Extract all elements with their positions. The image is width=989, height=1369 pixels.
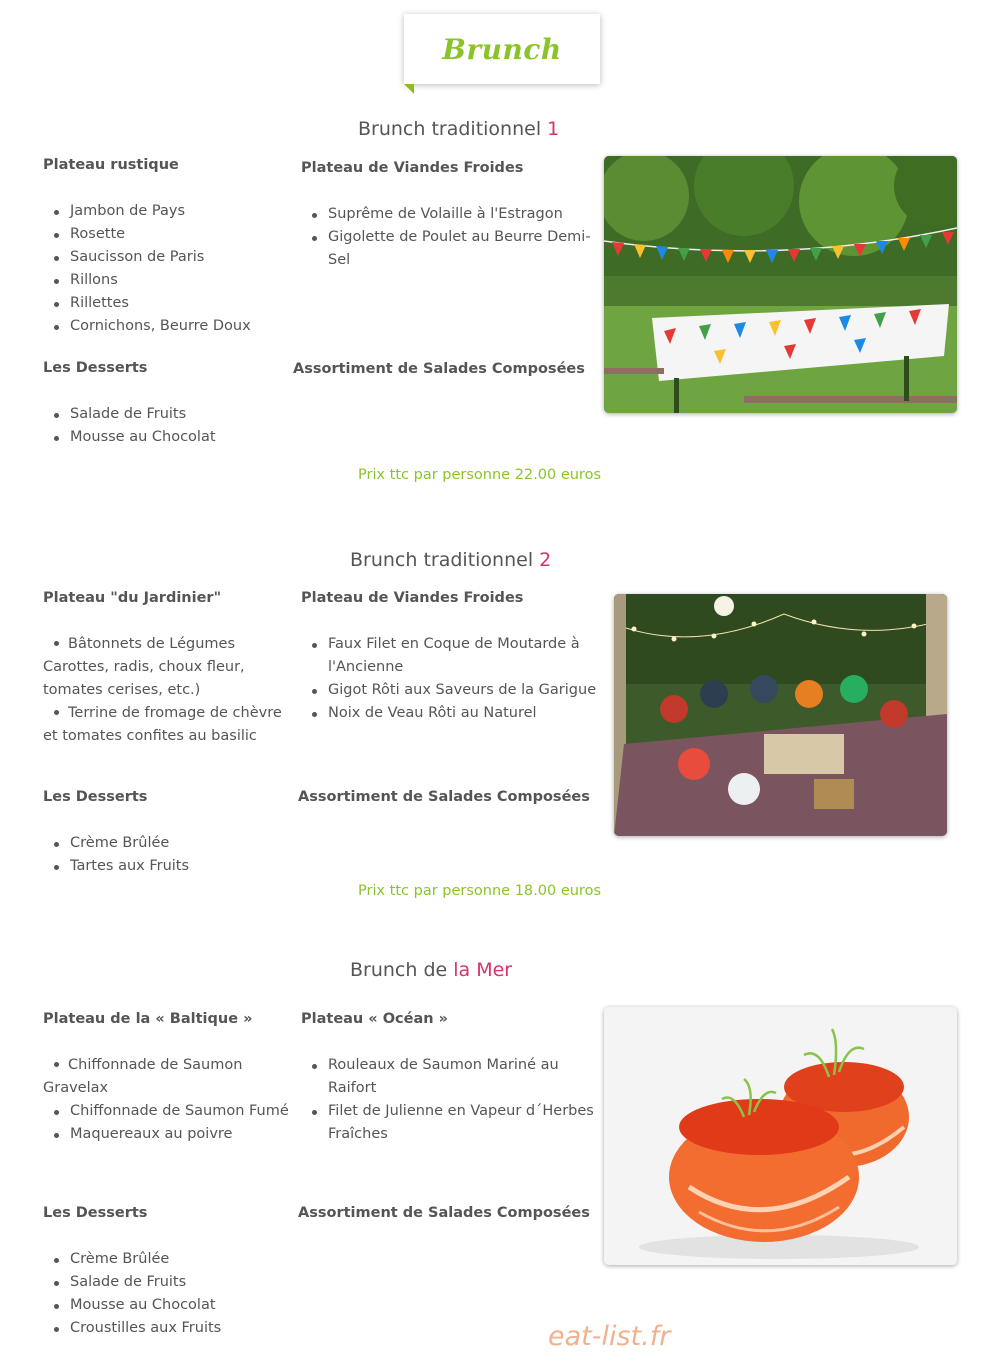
list-item: Saucisson de Paris	[43, 246, 293, 269]
section-2-left-paragraph-2: Terrine de fromage de chèvre et tomates confites au basilic	[43, 705, 282, 744]
section-3-middle-list	[301, 1054, 599, 1146]
list-item: Jambon de Pays	[43, 200, 293, 223]
section-3-middle-title: Plateau « Océan »	[301, 1011, 448, 1027]
list-item: Rillons	[43, 269, 293, 292]
section-1-middle-title: Plateau de Viandes Froides	[301, 160, 524, 176]
brand-header-card	[404, 14, 600, 84]
list-item: Croustilles aux Fruits	[43, 1317, 293, 1340]
section-3-desserts-list	[43, 1248, 293, 1340]
section-1-desserts-list	[43, 403, 293, 449]
section-3-left-title: Plateau de la « Baltique »	[43, 1011, 253, 1027]
list-item: Noix de Veau Rôti au Naturel	[301, 702, 601, 725]
list-item: Crème Brûlée	[43, 832, 293, 855]
list-item: Suprême de Volaille à l'Estragon	[301, 203, 597, 226]
list-item: Tartes aux Fruits	[43, 855, 293, 878]
section-3-salads-title: Assortiment de Salades Composées	[298, 1205, 590, 1221]
section-1-left-title: Plateau rustique	[43, 157, 179, 173]
list-item: Rosette	[43, 223, 293, 246]
section-1-price: Prix ttc par personne 22.00 euros	[358, 467, 602, 483]
section-3-title: Brunch de la Mer	[350, 959, 513, 981]
list-item: Filet de Julienne en Vapeur d´Herbes Fraîches	[301, 1100, 599, 1146]
list-item: Cornichons, Beurre Doux	[43, 315, 293, 338]
list-item: Gigolette de Poulet au Beurre Demi-Sel	[301, 226, 597, 272]
picnic-friends-photo	[614, 594, 947, 836]
ribbon-fold	[404, 84, 414, 94]
section-2-price: Prix ttc par personne 18.00 euros	[358, 883, 602, 899]
bullet-icon	[54, 641, 59, 646]
brand-title: Brunch	[442, 32, 562, 66]
list-item: Rillettes	[43, 292, 293, 315]
list-item: Salade de Fruits	[43, 1271, 293, 1294]
section-1-middle-list	[301, 203, 597, 272]
list-item: Chiffonnade de Saumon Fumé	[43, 1100, 299, 1123]
section-3-desserts-title: Les Desserts	[43, 1205, 148, 1221]
section-2-salads-title: Assortiment de Salades Composées	[298, 789, 590, 805]
list-item: Crème Brûlée	[43, 1248, 293, 1271]
list-item: Rouleaux de Saumon Mariné au Raifort	[301, 1054, 599, 1100]
section-2-middle-list	[301, 633, 601, 725]
section-3-left-list	[43, 1100, 299, 1146]
section-2-middle-title: Plateau de Viandes Froides	[301, 590, 524, 606]
salmon-sushi-photo	[604, 1007, 957, 1265]
section-3-left-item-1: Chiffonnade de Saumon Gravelax	[43, 1057, 243, 1096]
list-item: Gigot Rôti aux Saveurs de la Garigue	[301, 679, 601, 702]
list-item: Mousse au Chocolat	[43, 1294, 293, 1317]
section-2-left-title: Plateau "du Jardinier"	[43, 590, 222, 606]
list-item: Mousse au Chocolat	[43, 426, 293, 449]
section-1-salads-title: Assortiment de Salades Composées	[293, 361, 585, 377]
section-2-title: Brunch traditionnel 2	[350, 549, 552, 571]
garden-party-table-photo	[604, 156, 957, 413]
watermark: eat-list.fr	[548, 1321, 671, 1352]
bullet-icon	[54, 710, 59, 715]
section-1-title: Brunch traditionnel 1	[358, 118, 560, 140]
list-item: Salade de Fruits	[43, 403, 293, 426]
section-1-desserts-title: Les Desserts	[43, 360, 148, 376]
list-item: Faux Filet en Coque de Moutarde à l'Ancienne	[301, 633, 601, 679]
section-2-desserts-list	[43, 832, 293, 878]
section-1-left-list	[43, 200, 293, 338]
section-2-desserts-title: Les Desserts	[43, 789, 148, 805]
list-item: Maquereaux au poivre	[43, 1123, 299, 1146]
bullet-icon	[54, 1062, 59, 1067]
section-2-left-paragraph-1: Bâtonnets de Légumes Carottes, radis, choux fleur, tomates cerises, etc.)	[43, 636, 245, 698]
